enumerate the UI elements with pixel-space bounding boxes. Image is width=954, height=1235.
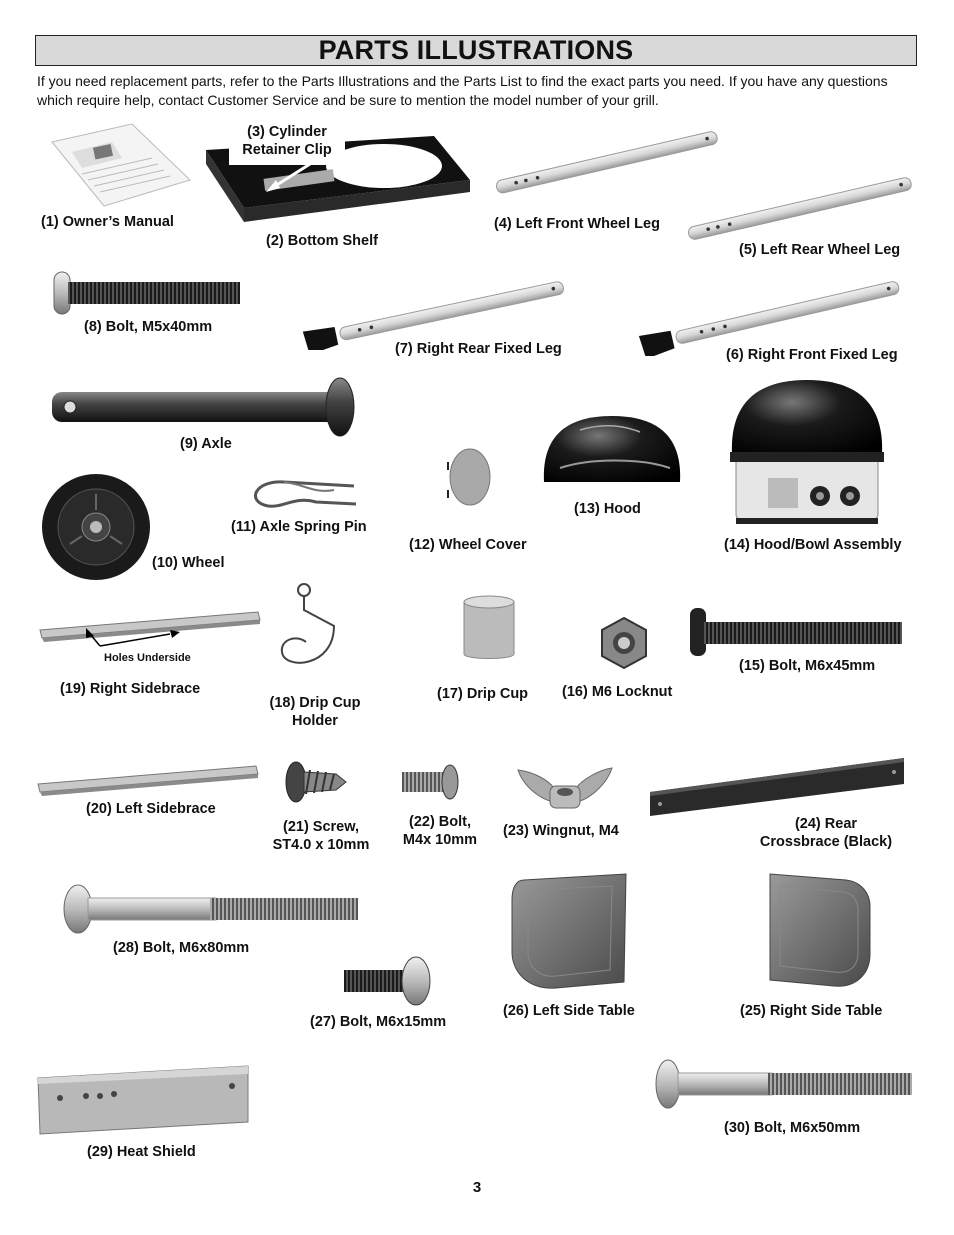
bolt-m4x10-label <box>394 813 486 849</box>
screw-label-line2: ST4.0 x 10mm <box>272 837 370 853</box>
title-bar <box>35 35 917 66</box>
intro-text: If you need replacement parts, refer to the Parts Illustrations and the Parts List to find the exact parts you need. If you have any questions which require help, contact Customer Service and be sure to mention the model number of your grill. <box>37 73 888 108</box>
wingnut-illustration <box>514 762 616 812</box>
bolt-m6x50-illustration <box>652 1056 916 1112</box>
bolt-m6x45-illustration <box>686 604 906 660</box>
right-rear-fixed-leg-label: (7) Right Rear Fixed Leg <box>395 341 562 357</box>
wheel-illustration <box>40 472 154 582</box>
m6-locknut-illustration <box>596 614 652 672</box>
screw-label <box>264 818 378 854</box>
cylinder-retainer-clip-label-line1: (3) Cylinder <box>247 124 327 140</box>
screw-illustration <box>284 760 348 806</box>
bolt-m4x10-label-line1: (22) Bolt, <box>408 814 472 830</box>
drip-cup-holder-label-line1: (18) Drip Cup <box>269 695 361 711</box>
page-number: 3 <box>472 1179 482 1196</box>
hood-label: (13) Hood <box>574 501 641 517</box>
left-front-wheel-leg-label: (4) Left Front Wheel Leg <box>494 216 660 232</box>
holes-underside-note: Holes Underside <box>104 652 191 664</box>
right-side-table-illustration <box>764 872 874 996</box>
right-side-table-label: (25) Right Side Table <box>740 1003 883 1019</box>
bolt-m4x10-illustration <box>398 762 462 802</box>
right-sidebrace-illustration <box>38 604 262 650</box>
axle-label: (9) Axle <box>180 436 232 452</box>
bolt-m5x40-illustration <box>50 268 244 318</box>
screw-label-line1: (21) Screw, <box>282 819 360 835</box>
owners-manual-label: (1) Owner’s Manual <box>41 214 174 230</box>
drip-cup-label: (17) Drip Cup <box>437 686 529 702</box>
left-side-table-label: (26) Left Side Table <box>503 1003 635 1019</box>
left-sidebrace-label: (20) Left Sidebrace <box>86 801 216 817</box>
left-rear-wheel-leg-label: (5) Left Rear Wheel Leg <box>739 242 901 258</box>
axle-spring-pin-illustration <box>244 474 360 514</box>
wheel-label: (10) Wheel <box>152 555 225 571</box>
drip-cup-holder-illustration <box>274 580 340 674</box>
drip-cup-holder-label <box>262 694 368 730</box>
bolt-m6x50-label: (30) Bolt, M6x50mm <box>724 1120 861 1136</box>
right-sidebrace-label: (19) Right Sidebrace <box>60 681 201 697</box>
wheel-cover-illustration <box>440 446 494 508</box>
heat-shield-label: (29) Heat Shield <box>87 1144 196 1160</box>
rear-crossbrace-label-line1: (24) Rear <box>794 816 858 832</box>
drip-cup-illustration <box>458 594 520 664</box>
cylinder-retainer-clip-label <box>229 123 345 165</box>
drip-cup-holder-label-line2: Holder <box>292 713 338 729</box>
retainer-clip-arrow <box>262 160 322 194</box>
right-front-fixed-leg-label: (6) Right Front Fixed Leg <box>726 347 898 363</box>
rear-crossbrace-illustration <box>648 756 908 818</box>
hood-bowl-assembly-illustration <box>728 378 886 526</box>
axle-spring-pin-label: (11) Axle Spring Pin <box>231 519 367 535</box>
right-front-fixed-leg-illustration <box>634 278 906 356</box>
hood-bowl-assembly-label: (14) Hood/Bowl Assembly <box>724 537 902 553</box>
left-side-table-illustration <box>508 872 632 996</box>
bolt-m6x15-illustration <box>340 954 434 1008</box>
bolt-m6x15-label: (27) Bolt, M6x15mm <box>310 1014 447 1030</box>
bolt-m6x80-illustration <box>60 882 362 936</box>
wheel-cover-label: (12) Wheel Cover <box>409 537 527 553</box>
bolt-m6x45-label: (15) Bolt, M6x45mm <box>739 658 876 674</box>
bottom-shelf-label: (2) Bottom Shelf <box>266 233 378 249</box>
left-rear-wheel-leg-illustration <box>682 176 918 242</box>
axle-illustration <box>48 376 358 438</box>
rear-crossbrace-label <box>748 815 904 851</box>
cylinder-retainer-clip-label-line2: Retainer Clip <box>242 142 332 158</box>
rear-crossbrace-label-line2: Crossbrace (Black) <box>759 834 893 850</box>
m6-locknut-label: (16) M6 Locknut <box>562 684 673 700</box>
heat-shield-illustration <box>36 1064 252 1138</box>
wingnut-label: (23) Wingnut, M4 <box>503 823 619 839</box>
left-sidebrace-illustration <box>36 760 260 800</box>
page-title: PARTS ILLUSTRATIONS <box>318 35 634 65</box>
bolt-m5x40-label: (8) Bolt, M5x40mm <box>84 319 213 335</box>
hood-illustration <box>540 412 684 486</box>
owners-manual-illustration <box>42 122 192 208</box>
bolt-m6x80-label: (28) Bolt, M6x80mm <box>113 940 250 956</box>
bolt-m4x10-label-line2: M4x 10mm <box>402 832 478 848</box>
